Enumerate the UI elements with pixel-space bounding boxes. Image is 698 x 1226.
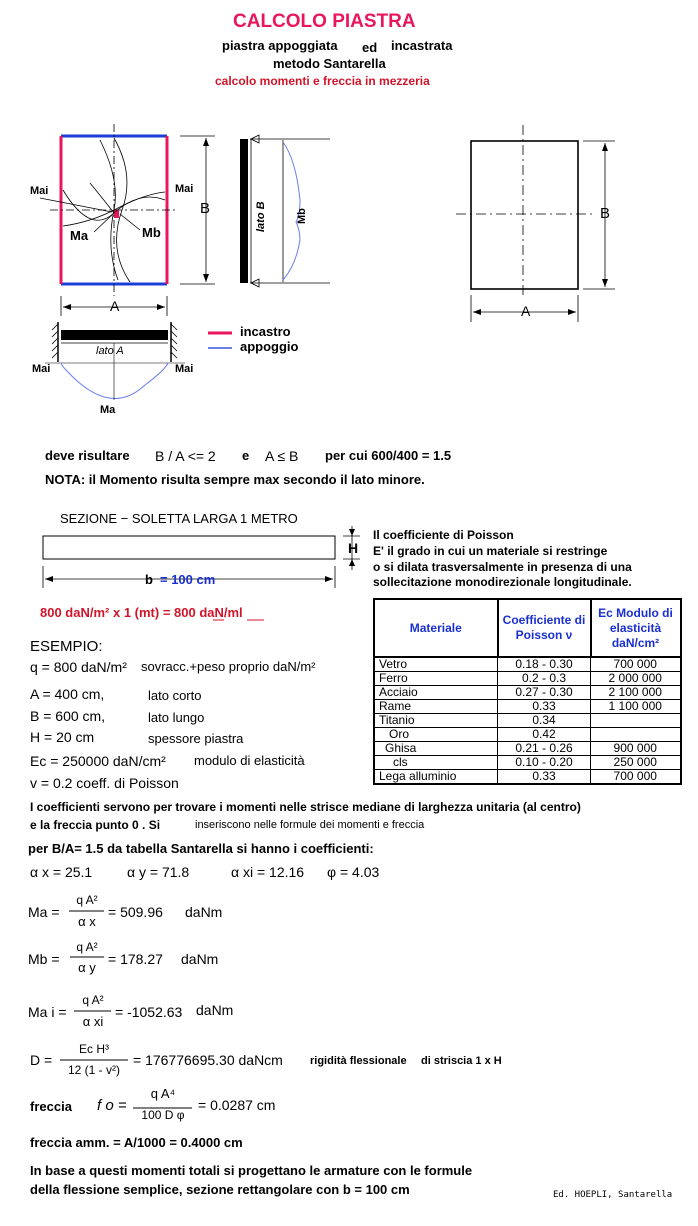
b-dim-label-right: B bbox=[600, 205, 611, 222]
table-row bbox=[374, 700, 681, 714]
example-a: A = 400 cm, bbox=[30, 686, 105, 702]
ma-strip-label: Ma bbox=[100, 404, 116, 416]
example-ec: Ec = 250000 daN/cm² bbox=[30, 753, 166, 769]
b-dim-label: B bbox=[200, 200, 211, 217]
subtitle-incastrata: incastrata bbox=[391, 38, 453, 53]
cell-materiale: Titanio bbox=[374, 714, 498, 728]
cell-ec: 700 000 bbox=[591, 770, 681, 785]
mai-unit: daNm bbox=[196, 1002, 234, 1018]
d-formula-label: D = bbox=[30, 1052, 53, 1068]
example-q: q = 800 daN/m² bbox=[30, 659, 127, 675]
cell-ec bbox=[591, 714, 681, 728]
mb-numerator: q A² bbox=[76, 940, 98, 954]
d-value: = 176776695.30 daNcm bbox=[133, 1052, 283, 1068]
mai-strip-left: Mai bbox=[32, 363, 51, 375]
poisson-line-4: sollecitazione monodirezionale longitudinale. bbox=[373, 575, 632, 589]
example-note-1: I coefficienti servono per trovare i momenti nelle strisce mediane di larghezza unitaria (al centro) bbox=[30, 800, 581, 814]
plate-plan-diagram bbox=[40, 124, 215, 316]
mb-denominator: α y bbox=[78, 960, 96, 975]
cell-ec: 2 100 000 bbox=[591, 686, 681, 700]
d-numerator: Ec H³ bbox=[79, 1042, 109, 1056]
ma-numerator: q A² bbox=[76, 893, 98, 907]
footer-line-1: In base a questi momenti totali si progettano le armature con le formule bbox=[30, 1163, 473, 1178]
cell-poisson: 0.27 - 0.30 bbox=[498, 686, 591, 700]
section-b-label: b bbox=[145, 572, 153, 587]
cell-materiale: Ferro bbox=[374, 672, 498, 686]
cell-poisson: 0.18 - 0.30 bbox=[498, 657, 591, 672]
d-denominator: 12 (1 - v²) bbox=[67, 1063, 120, 1077]
cell-ec: 700 000 bbox=[591, 657, 681, 672]
example-b-desc: lato lungo bbox=[148, 710, 205, 725]
section-title: SEZIONE − SOLETTA LARGA 1 METRO bbox=[60, 511, 298, 526]
table-row bbox=[374, 714, 681, 728]
cell-ec bbox=[591, 728, 681, 742]
cell-poisson: 0.42 bbox=[498, 728, 591, 742]
mb-value: = 178.27 bbox=[108, 951, 163, 967]
example-note-2a: e la freccia punto 0 . Si bbox=[30, 818, 161, 832]
mai-value: = -1052.63 bbox=[115, 1004, 183, 1020]
cond-result: per cui 600/400 = 1.5 bbox=[325, 448, 452, 463]
section-h-label: H bbox=[348, 540, 359, 556]
section-b-value: = 100 cm bbox=[160, 572, 216, 587]
footer-credit: Ed. HOEPLI, Santarella bbox=[553, 1190, 673, 1200]
lato-a-label: lato A bbox=[96, 345, 124, 357]
a-dim-label: A bbox=[110, 298, 120, 314]
example-q-desc: sovracc.+peso proprio daN/m² bbox=[141, 659, 316, 674]
freccia-ammissibile: freccia amm. = A/1000 = 0.4000 cm bbox=[30, 1135, 243, 1150]
cell-materiale: Lega alluminio bbox=[374, 770, 498, 785]
strip-b-diagram bbox=[240, 135, 330, 287]
cell-poisson: 0.33 bbox=[498, 770, 591, 785]
cell-materiale: Rame bbox=[374, 700, 498, 714]
mb-strip-label: Mb bbox=[296, 208, 308, 224]
mb-formula-label: Mb = bbox=[28, 951, 60, 967]
freccia-numerator: q A⁴ bbox=[150, 1086, 176, 1101]
strip-a-diagram bbox=[45, 322, 185, 400]
cell-poisson: 0.10 - 0.20 bbox=[498, 756, 591, 770]
col-header-ec: Ec Modulo di elasticità daN/cm² bbox=[591, 599, 681, 657]
cell-materiale: Acciaio bbox=[374, 686, 498, 700]
subtitle-ed: ed bbox=[362, 40, 378, 55]
cell-materiale: Vetro bbox=[374, 657, 498, 672]
mai-denominator: α xi bbox=[82, 1014, 104, 1029]
subtitle-scope: calcolo momenti e freccia in mezzeria bbox=[215, 74, 430, 88]
cell-materiale: cls bbox=[374, 756, 498, 770]
cell-materiale: Ghisa bbox=[374, 742, 498, 756]
example-a-desc: lato corto bbox=[148, 688, 202, 703]
ma-unit: daNm bbox=[185, 904, 223, 920]
mai-label-left: Mai bbox=[30, 185, 49, 197]
legend-appoggio: appoggio bbox=[240, 339, 299, 354]
cell-ec: 2 000 000 bbox=[591, 672, 681, 686]
example-h-desc: spessore piastra bbox=[148, 731, 244, 746]
lato-b-label: lato B bbox=[255, 201, 267, 232]
freccia-value: = 0.0287 cm bbox=[198, 1097, 276, 1113]
table-row bbox=[374, 686, 681, 700]
coeff-intro: per B/A= 1.5 da tabella Santarella si hanno i coefficienti: bbox=[28, 841, 374, 856]
table-row bbox=[374, 728, 681, 742]
cell-poisson: 0.34 bbox=[498, 714, 591, 728]
coeff-axi: α xi = 12.16 bbox=[231, 864, 305, 880]
example-b: B = 600 cm, bbox=[30, 708, 106, 724]
materials-table bbox=[373, 598, 682, 785]
cell-poisson: 0.33 bbox=[498, 700, 591, 714]
table-row bbox=[374, 756, 681, 770]
cond-deve: deve risultare bbox=[45, 448, 130, 463]
ma-label: Ma bbox=[70, 228, 89, 243]
footer-line-2: della flessione semplice, sezione rettangolare con b = 100 cm bbox=[30, 1182, 410, 1197]
cell-ec: 250 000 bbox=[591, 756, 681, 770]
mai-formula-label: Ma i = bbox=[28, 1004, 67, 1020]
cond-e: e bbox=[242, 448, 250, 463]
plate-plan-right bbox=[456, 125, 615, 322]
poisson-line-2: E' il grado in cui un materiale si restringe bbox=[373, 544, 608, 558]
mai-strip-right: Mai bbox=[175, 363, 194, 375]
subtitle-appoggiata: piastra appoggiata bbox=[222, 38, 338, 53]
cell-poisson: 0.2 - 0.3 bbox=[498, 672, 591, 686]
subtitle-method: metodo Santarella bbox=[273, 56, 386, 71]
section-load: 800 daN/m² x 1 (mt) = 800 daN/ml bbox=[40, 605, 243, 620]
a-dim-label-right: A bbox=[521, 303, 531, 319]
cell-ec: 1 100 000 bbox=[591, 700, 681, 714]
poisson-line-3: o si dilata trasversalmente in presenza di una bbox=[373, 560, 632, 574]
cond-nota: NOTA: il Momento risulta sempre max secondo il lato minore. bbox=[45, 472, 425, 487]
d-desc-2: di striscia 1 x H bbox=[421, 1055, 502, 1067]
mai-numerator: q A² bbox=[82, 993, 104, 1007]
coeff-ax: α x = 25.1 bbox=[30, 864, 93, 880]
example-v: v = 0.2 coeff. di Poisson bbox=[30, 775, 179, 791]
d-desc-1: rigidità flessionale bbox=[310, 1055, 407, 1067]
table-row bbox=[374, 672, 681, 686]
freccia-label: freccia bbox=[30, 1099, 72, 1114]
page-title: CALCOLO PIASTRA bbox=[233, 11, 416, 32]
mb-unit: daNm bbox=[181, 951, 219, 967]
col-header-poisson: Coefficiente di Poisson ν bbox=[498, 599, 591, 657]
freccia-denominator: 100 D φ bbox=[141, 1108, 185, 1122]
table-row bbox=[374, 657, 681, 672]
poisson-line-1: Il coefficiente di Poisson bbox=[373, 528, 514, 542]
col-header-materiale: Materiale bbox=[374, 599, 498, 657]
table-row bbox=[374, 742, 681, 756]
ma-value: = 509.96 bbox=[108, 904, 163, 920]
freccia-symbol: f o = bbox=[97, 1097, 127, 1114]
mb-label: Mb bbox=[142, 225, 161, 240]
cond-ratio: B / A <= 2 bbox=[155, 448, 216, 464]
ma-formula-label: Ma = bbox=[28, 904, 60, 920]
ma-denominator: α x bbox=[78, 914, 96, 929]
cell-ec: 900 000 bbox=[591, 742, 681, 756]
table-row bbox=[374, 770, 681, 785]
example-ec-desc: modulo di elasticità bbox=[194, 753, 305, 768]
legend-incastro: incastro bbox=[240, 324, 291, 339]
example-note-2b: inseriscono nelle formule dei momenti e freccia bbox=[195, 819, 425, 831]
cell-materiale: Oro bbox=[374, 728, 498, 742]
cond-ab: A ≤ B bbox=[265, 448, 299, 464]
example-h: H = 20 cm bbox=[30, 729, 95, 745]
mai-label-right: Mai bbox=[175, 183, 194, 195]
cell-poisson: 0.21 - 0.26 bbox=[498, 742, 591, 756]
coeff-phi: φ = 4.03 bbox=[327, 864, 380, 880]
coeff-ay: α y = 71.8 bbox=[127, 864, 190, 880]
example-title: ESEMPIO: bbox=[30, 638, 103, 655]
